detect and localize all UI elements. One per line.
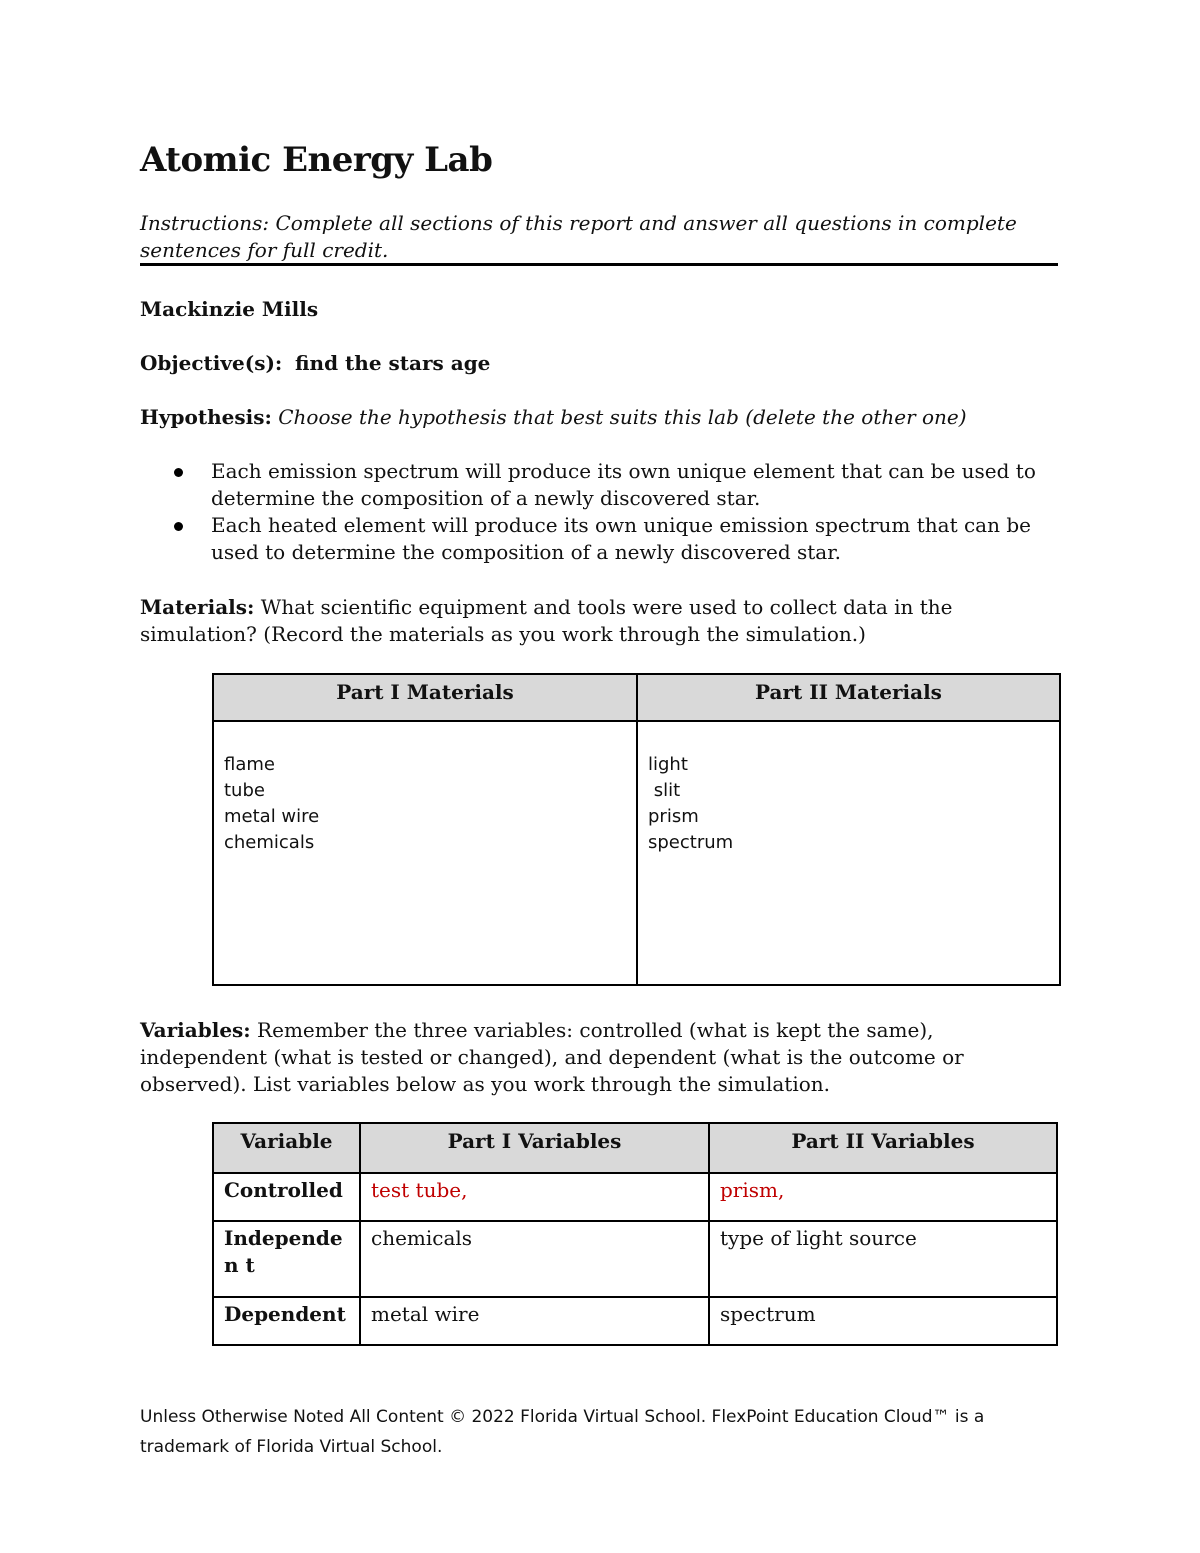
materials-header-part1: Part I Materials <box>213 674 637 721</box>
table-row <box>213 1173 1057 1221</box>
objective-line <box>140 350 490 377</box>
materials-paragraph <box>140 594 1060 648</box>
dependent-part1-cell[interactable]: metal wire <box>360 1297 709 1345</box>
hypothesis-label: Hypothesis: <box>140 405 272 429</box>
list-item: metal wire <box>224 806 320 827</box>
materials-label: Materials: <box>140 595 255 619</box>
materials-cell-part2[interactable] <box>637 721 1060 985</box>
page-title: Atomic Energy Lab <box>140 140 493 180</box>
materials-cell-part1[interactable] <box>213 721 637 985</box>
independent-part2-cell[interactable]: type of light source <box>709 1221 1057 1297</box>
divider-line <box>140 263 1058 266</box>
list-item: light <box>648 754 688 775</box>
student-name: Mackinzie Mills <box>140 297 319 321</box>
variables-table <box>212 1122 1058 1346</box>
controlled-part2-cell[interactable]: prism, <box>709 1173 1057 1221</box>
materials-header-part2: Part II Materials <box>637 674 1060 721</box>
hypothesis-option: Each emission spectrum will produce its own unique element that can be used to determine the composition of a newly discovered star. <box>140 458 1060 512</box>
variables-paragraph <box>140 1017 1060 1098</box>
list-item: flame <box>224 754 275 775</box>
hypothesis-prompt: Choose the hypothesis that best suits this lab (delete the other one) <box>278 405 967 429</box>
table-row <box>213 1221 1057 1297</box>
controlled-part1-cell[interactable]: test tube, <box>360 1173 709 1221</box>
independent-part1-cell[interactable]: chemicals <box>360 1221 709 1297</box>
list-item: prism <box>648 806 699 827</box>
hypothesis-option: Each heated element will produce its own unique emission spectrum that can be used to determine the composition of a newly discovered star. <box>140 512 1060 566</box>
materials-table <box>212 673 1061 986</box>
variables-header-part1: Part I Variables <box>360 1123 709 1173</box>
variables-label: Variables: <box>140 1018 251 1042</box>
hypothesis-line <box>140 404 967 431</box>
row-label-controlled: Controlled <box>213 1173 360 1221</box>
bullet-icon <box>174 468 183 477</box>
variables-header-part2: Part II Variables <box>709 1123 1057 1173</box>
row-label-dependent: Dependent <box>213 1297 360 1345</box>
materials-prompt: What scientific equipment and tools were used to collect data in the simulation? (Record the materials as you work through the simulation.) <box>140 595 953 646</box>
row-label-independent: Independen t <box>213 1221 360 1297</box>
variables-prompt: Remember the three variables: controlled (what is kept the same), independent (what is tested or changed), and dependent (what is the outcome or observed). List variables below as you work through the simulation. <box>140 1018 964 1096</box>
list-item: tube <box>224 780 265 801</box>
list-item: slit <box>648 780 681 801</box>
instructions-text: Instructions: Complete all sections of this report and answer all questions in complete sentences for full credit. <box>140 211 1017 262</box>
dependent-part2-cell[interactable]: spectrum <box>709 1297 1057 1345</box>
hypothesis-list <box>140 458 1060 566</box>
footer-copyright: Unless Otherwise Noted All Content © 2022 Florida Virtual School. FlexPoint Education Cloud™ is a trademark of Florida Virtual School. <box>140 1407 985 1457</box>
variables-header-variable: Variable <box>213 1123 360 1173</box>
table-row <box>213 1297 1057 1345</box>
list-item: spectrum <box>648 832 734 853</box>
bullet-icon <box>174 522 183 531</box>
objective-value: find the stars age <box>295 351 491 375</box>
objective-label: Objective(s): <box>140 351 283 375</box>
list-item: chemicals <box>224 832 315 853</box>
